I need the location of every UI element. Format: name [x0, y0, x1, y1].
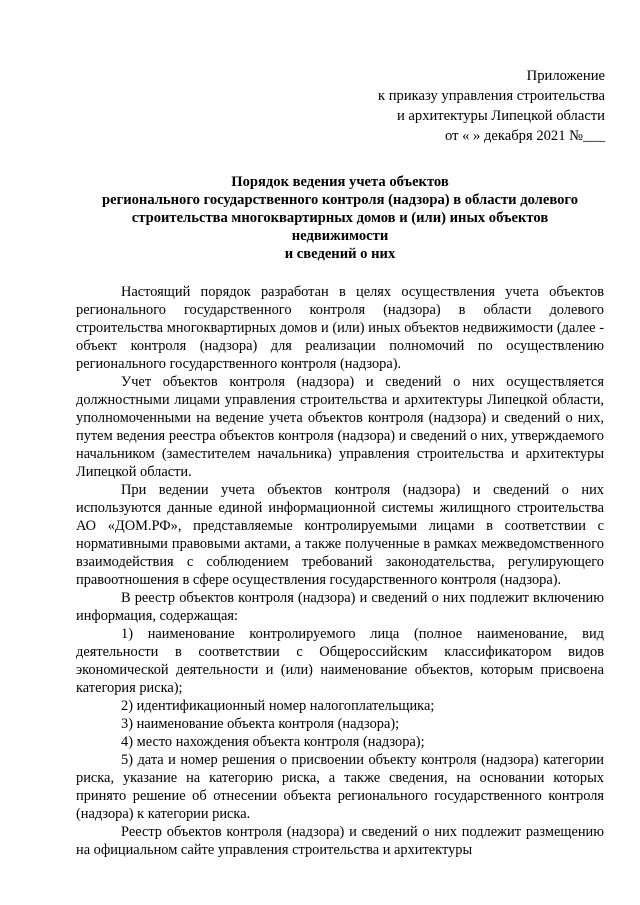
list-item-5: 5) дата и номер решения о присвоении объекту контроля (надзора) категории риска, указание на категорию риска, а также сведения, на основании которых принято решение об отнесении объекта регионального государственного контроля (надзора) к категории риска.	[76, 752, 604, 822]
appendix-header	[245, 66, 605, 146]
list-item-4: 4) место нахождения объекта контроля (надзора);	[121, 734, 425, 750]
paragraph-accounting: Учет объектов контроля (надзора) и сведений о них осуществляется должностными лицами управления строительства и архитектуры Липецкой области, уполномоченными на ведение учета объектов контроля (надзора) и сведений о них, путем ведения реестра объектов контроля (надзора) и сведений о них, утверждаемого начальником (заместителем начальника) управления строительства и архитектуры Липецкой области.	[76, 374, 604, 480]
list-item-2: 2) идентификационный номер налогоплательщика;	[121, 698, 435, 714]
paragraph-data-sources: При ведении учета объектов контроля (надзора) и сведений о них используются данные единой информационной системы жилищного строительства АО «ДОМ.РФ», представляемые контролируемыми лицами в соответствии с нормативными правовыми актами, а также полученные в рамках межведомственного взаимодействия с соблюдением требований законодательства, регулирующего правоотношения в сфере осуществления государственного контроля (надзора).	[76, 482, 604, 588]
appendix-label: Приложение	[526, 68, 605, 84]
title-line-2: регионального государственного контроля (надзора) в области долевого	[101, 192, 578, 208]
appendix-order-reference: к приказу управления строительства	[378, 88, 605, 104]
paragraph-publication: Реестр объектов контроля (надзора) и сведений о них подлежит размещению на официальном сайте управления строительства и архитектуры	[76, 824, 604, 858]
list-item-1: 1) наименование контролируемого лица (полное наименование, вид деятельности в соответствии с Общероссийским классификатором видов экономической деятельности и (или) наименование объектов, которым присвоена категория риска);	[76, 626, 604, 696]
title-line-3: строительства многоквартирных домов и (или) иных объектов	[131, 210, 549, 226]
list-item-3: 3) наименование объекта контроля (надзора);	[121, 716, 400, 732]
appendix-organization: и архитектуры Липецкой области	[396, 108, 605, 124]
document-body	[76, 283, 604, 859]
appendix-date-number: от « » декабря 2021 №___	[444, 128, 605, 144]
title-line-1: Порядок ведения учета объектов	[231, 174, 449, 190]
paragraph-purpose: Настоящий порядок разработан в целях осуществления учета объектов регионального государственного контроля (надзора) в области долевого строительства многоквартирных домов и (или) иных объектов недвижимости (далее - объект контроля (надзора) для реализации полномочий по осуществлению регионального государственного контроля (надзора).	[76, 284, 604, 372]
title-line-5: и сведений о них	[284, 246, 396, 262]
document-title	[72, 173, 608, 263]
paragraph-registry-contents: В реестр объектов контроля (надзора) и сведений о них подлежит включению информация, содержащая:	[76, 590, 604, 624]
title-line-4: недвижимости	[291, 228, 389, 244]
